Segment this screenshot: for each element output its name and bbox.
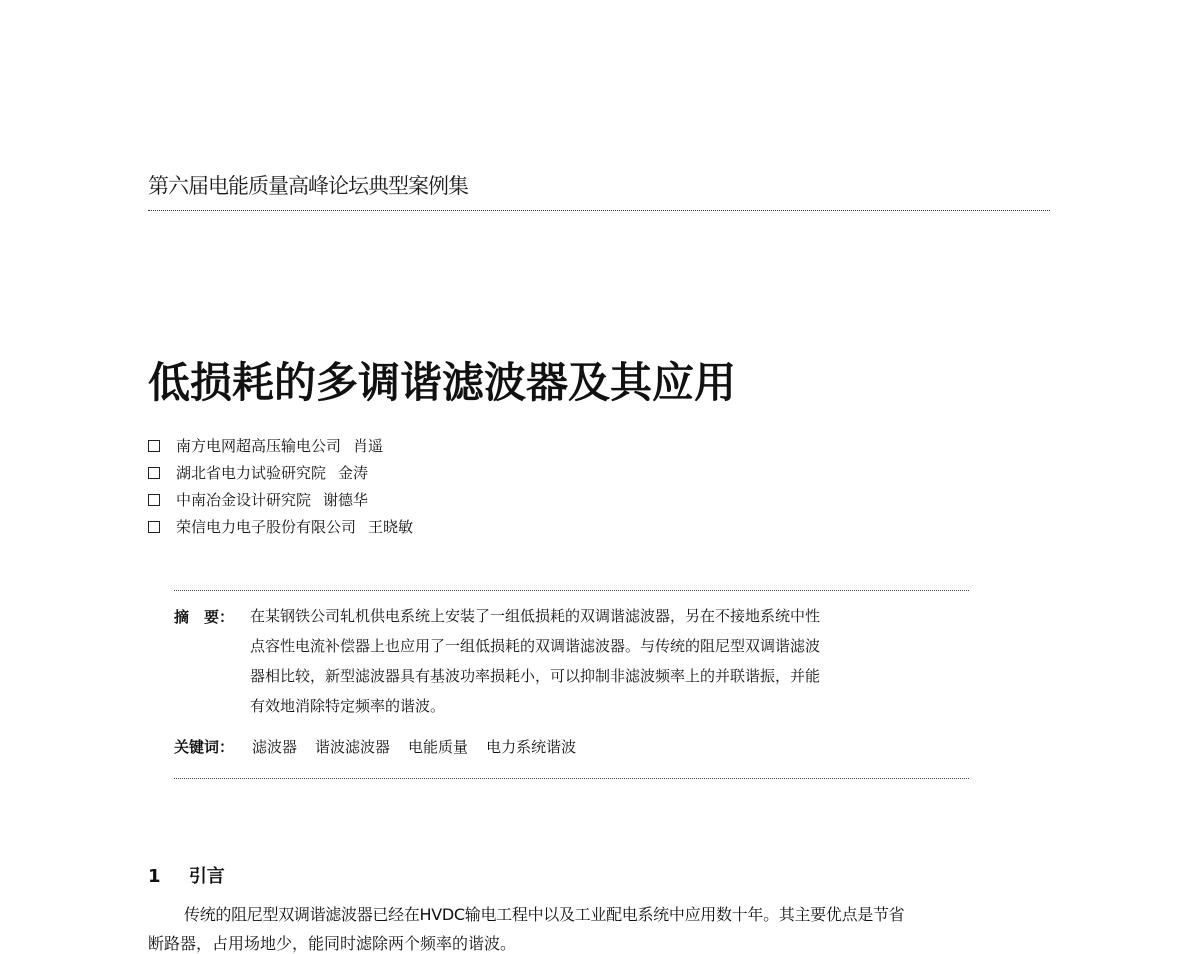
running-header: 第六届电能质量高峰论坛典型案例集 [148, 174, 468, 198]
checkbox-square-icon [148, 440, 160, 452]
author-item [148, 486, 413, 513]
section-title: 引言 [188, 866, 225, 887]
author-item [148, 459, 413, 486]
paper-title: 低损耗的多调谐滤波器及其应用 [148, 358, 737, 407]
abstract-bottom-divider [174, 778, 969, 779]
keyword-item: 电力系统谐波 [486, 738, 577, 756]
abstract-top-divider [174, 590, 969, 591]
abstract-line: 器相比较，新型滤波器具有基波功率损耗小，可以抑制非滤波频率上的并联谐振，并能 [250, 667, 821, 685]
author-list [148, 432, 413, 540]
abstract-line: 在某钢铁公司轧机供电系统上安装了一组低损耗的双调谐滤波器，另在不接地系统中性 [250, 607, 821, 625]
author-affiliation: 荣信电力电子股份有限公司 [176, 518, 357, 536]
keyword-item: 谐波滤波器 [315, 738, 391, 756]
keyword-item: 滤波器 [252, 738, 298, 756]
abstract-label: 摘 要： [174, 608, 235, 626]
author-item [148, 513, 413, 540]
author-name: 金涛 [338, 464, 369, 482]
author-name: 肖遥 [353, 437, 384, 455]
author-affiliation: 湖北省电力试验研究院 [176, 464, 327, 482]
checkbox-square-icon [148, 494, 160, 506]
abstract-line: 点容性电流补偿器上也应用了一组低损耗的双调谐滤波器。与传统的阻尼型双调谐滤波 [250, 637, 821, 655]
section-heading [148, 862, 225, 888]
checkbox-square-icon [148, 521, 160, 533]
author-name: 谢德华 [323, 491, 369, 509]
keywords-block [174, 736, 576, 757]
author-name: 王晓敏 [368, 518, 414, 536]
keyword-item: 电能质量 [408, 738, 469, 756]
body-paragraph-line: 传统的阻尼型双调谐滤波器已经在HVDC输电工程中以及工业配电系统中应用数十年。其主要优点是节省 [184, 905, 905, 924]
checkbox-square-icon [148, 467, 160, 479]
keywords-label: 关键词： [174, 738, 235, 756]
author-item [148, 432, 413, 459]
abstract-line: 有效地消除特定频率的谐波。 [250, 697, 446, 715]
author-affiliation: 南方电网超高压输电公司 [176, 437, 342, 455]
section-number: 1 [148, 866, 161, 887]
body-paragraph-line: 断路器，占用场地少，能同时滤除两个频率的谐波。 [148, 934, 517, 953]
header-divider [148, 210, 1050, 211]
author-affiliation: 中南冶金设计研究院 [176, 491, 312, 509]
